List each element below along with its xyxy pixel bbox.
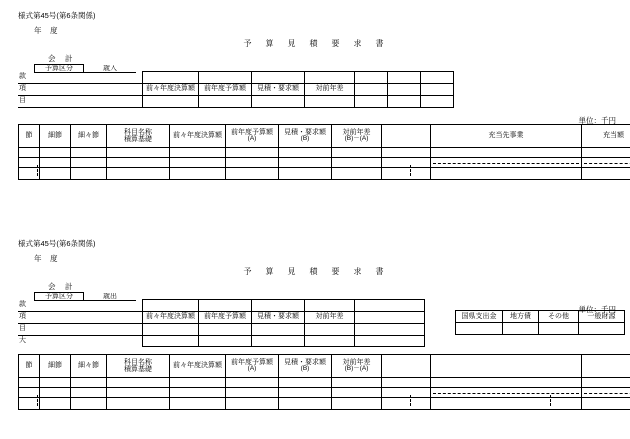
col-header-blank-2: [431, 355, 582, 378]
form-code: 様式第45号(第6条関係): [18, 239, 96, 248]
cell: [431, 148, 582, 158]
cell: [71, 398, 107, 410]
table-row: [18, 300, 425, 312]
col-header-prev-budget: 前年度予算額 (A): [226, 125, 279, 148]
cell: [421, 95, 454, 107]
cell: [226, 388, 279, 398]
cell: [71, 168, 107, 180]
cell: [71, 388, 107, 398]
cell: [431, 398, 582, 410]
funding-source-table: [455, 310, 625, 335]
row-label-ko: 項: [18, 311, 143, 323]
account-label: 会 計: [48, 282, 74, 291]
col-header-item-name: 科目名称 積算基礎: [107, 355, 170, 378]
dashed-separator: [550, 395, 551, 406]
cell: [579, 323, 625, 335]
cell: [582, 168, 630, 180]
table-row: [18, 311, 425, 323]
header-spacer: [388, 72, 421, 84]
cell: [107, 158, 170, 168]
col-header-request: 見積・要求額 (B): [279, 355, 332, 378]
col-header-diff: 対前年差 (B)－(A): [332, 125, 382, 148]
row-label-moku: 目: [18, 323, 143, 335]
col-header-prev2-settlement: 前々年度決算額: [170, 125, 226, 148]
col-header-blank-1: [382, 355, 431, 378]
detail-table-revenue: [18, 124, 630, 180]
table-row: [19, 158, 630, 168]
cell: [355, 323, 425, 335]
cell: [199, 95, 252, 107]
header-spacer: [305, 300, 355, 312]
col-header-request: 見積・要求額 (B): [279, 125, 332, 148]
cell: [19, 378, 40, 388]
col-header-blank: [382, 125, 431, 148]
fiscal-year-label: 年 度: [34, 254, 58, 263]
cell: [332, 168, 382, 180]
account-label: 会 計: [48, 54, 74, 63]
cell: [355, 95, 388, 107]
row-label-kan: 款: [18, 72, 143, 84]
cell: [388, 95, 421, 107]
cell: [226, 168, 279, 180]
cell: [332, 158, 382, 168]
table-row: [19, 398, 630, 410]
cell: [143, 95, 199, 107]
row-label-moku: 目: [18, 95, 143, 107]
cell: [40, 148, 71, 158]
classification-value: 歳入: [84, 65, 137, 73]
col-header-prev-budget: 前年度予算額 (A): [226, 355, 279, 378]
col-header-setsu: 節: [19, 355, 40, 378]
cell: [582, 398, 630, 410]
table-row: [19, 125, 630, 148]
cell: [107, 378, 170, 388]
cell: [107, 168, 170, 180]
cell: [431, 378, 582, 388]
cell: [170, 398, 226, 410]
upper-table-revenue: [18, 71, 454, 108]
header-spacer: [252, 300, 305, 312]
col-header-general-fund: 一般財源: [579, 311, 625, 323]
cell: [40, 378, 71, 388]
col-header-item-name: 科目名称 積算基礎: [107, 125, 170, 148]
cell: [71, 148, 107, 158]
cell: [539, 323, 579, 335]
cell: [382, 388, 431, 398]
cell: [143, 323, 199, 335]
col-header-national-prefectural: 国県支出金: [456, 311, 503, 323]
cell: [107, 398, 170, 410]
classification-label: 予算区分: [35, 293, 84, 301]
unit-label-expenditure: 単位：千円: [578, 305, 616, 314]
col-header-request: 見積・要求額: [252, 83, 305, 95]
cell: [252, 323, 305, 335]
fiscal-year-label: 年 度: [34, 26, 58, 35]
cell: [382, 398, 431, 410]
cell: [382, 168, 431, 180]
row-label-ko: 項: [18, 83, 143, 95]
row-label-kan: 款: [18, 300, 143, 312]
col-header-local-bond: 地方債: [503, 311, 539, 323]
col-extra-3: [421, 83, 454, 95]
cell: [226, 148, 279, 158]
cell: [170, 388, 226, 398]
cell: [71, 158, 107, 168]
col-extra-2: [388, 83, 421, 95]
cell: [170, 378, 226, 388]
cell: [40, 388, 71, 398]
header-spacer: [355, 72, 388, 84]
cell: [279, 148, 332, 158]
cell: [305, 95, 355, 107]
table-row: [456, 311, 625, 323]
table-row: [18, 83, 454, 95]
cell: [226, 398, 279, 410]
cell: [19, 148, 40, 158]
col-extra-1: [355, 83, 388, 95]
cell: [305, 335, 355, 347]
row-label-dai: 大: [18, 335, 143, 347]
col-extra-1: [355, 311, 425, 323]
cell: [279, 168, 332, 180]
header-spacer: [143, 72, 199, 84]
header-spacer: [421, 72, 454, 84]
cell: [382, 158, 431, 168]
table-row: [19, 388, 630, 398]
table-row: [18, 323, 425, 335]
cell: [107, 388, 170, 398]
cell: [382, 378, 431, 388]
dashed-separator: [37, 165, 38, 176]
cell: [279, 158, 332, 168]
table-row: [456, 323, 625, 335]
cell: [332, 398, 382, 410]
cell: [40, 398, 71, 410]
header-spacer: [355, 300, 425, 312]
classification-value: 歳出: [84, 293, 137, 301]
dashed-separator: [410, 165, 411, 176]
cell: [252, 335, 305, 347]
classification-label: 予算区分: [35, 65, 84, 73]
col-header-saisetsu: 細節: [40, 355, 71, 378]
cell-dashed: [431, 158, 582, 168]
upper-table-expenditure: [18, 299, 425, 347]
col-header-diff: 対前年差 (B)－(A): [332, 355, 382, 378]
header-spacer: [143, 300, 199, 312]
col-header-allocation-amount: 充当額: [582, 125, 630, 148]
header-spacer: [199, 72, 252, 84]
cell: [170, 148, 226, 158]
cell-dashed: [582, 388, 630, 398]
table-row: [19, 355, 630, 378]
cell: [431, 168, 582, 180]
document-title: 予 算 見 積 要 求 書: [243, 267, 387, 276]
cell: [143, 335, 199, 347]
table-row: [18, 335, 425, 347]
cell: [40, 158, 71, 168]
header-spacer: [252, 72, 305, 84]
col-header-saisaisetsu: 細々節: [71, 125, 107, 148]
dashed-separator: [410, 395, 411, 406]
col-header-saisetsu: 細節: [40, 125, 71, 148]
col-header-prev-budget: 前年度予算額: [199, 311, 252, 323]
cell: [199, 323, 252, 335]
cell: [332, 148, 382, 158]
cell: [252, 95, 305, 107]
form-code: 様式第45号(第6条関係): [18, 11, 96, 20]
cell: [279, 388, 332, 398]
header-spacer: [199, 300, 252, 312]
detail-table-expenditure: [18, 354, 630, 410]
cell: [382, 148, 431, 158]
cell: [305, 323, 355, 335]
col-header-setsu: 節: [19, 125, 40, 148]
cell: [170, 168, 226, 180]
col-header-diff: 対前年差: [305, 83, 355, 95]
col-header-other: その他: [539, 311, 579, 323]
cell: [582, 378, 630, 388]
cell: [456, 323, 503, 335]
col-header-saisaisetsu: 細々節: [71, 355, 107, 378]
cell: [332, 378, 382, 388]
col-header-prev-budget: 前年度予算額: [199, 83, 252, 95]
table-row: [19, 168, 630, 180]
cell: [107, 148, 170, 158]
document-title: 予 算 見 積 要 求 書: [243, 39, 387, 48]
col-header-prev2-settlement: 前々年度決算額: [143, 311, 199, 323]
col-header-prev2-settlement: 前々年度決算額: [170, 355, 226, 378]
header-spacer: [305, 72, 355, 84]
cell: [40, 168, 71, 180]
cell: [279, 398, 332, 410]
cell: [199, 335, 252, 347]
col-header-request: 見積・要求額: [252, 311, 305, 323]
cell: [170, 158, 226, 168]
table-row: [19, 378, 630, 388]
cell: [332, 388, 382, 398]
table-row: [18, 95, 454, 107]
table-row: [19, 148, 630, 158]
cell-dashed: [582, 158, 630, 168]
cell: [355, 335, 425, 347]
cell: [279, 378, 332, 388]
cell: [71, 378, 107, 388]
col-header-prev2-settlement: 前々年度決算額: [143, 83, 199, 95]
cell: [226, 158, 279, 168]
unit-label-revenue: 単位：千円: [578, 116, 616, 125]
cell-dashed: [431, 388, 582, 398]
cell: [226, 378, 279, 388]
col-header-diff: 対前年差: [305, 311, 355, 323]
cell: [503, 323, 539, 335]
col-header-allocation-target: 充当先事業: [431, 125, 582, 148]
dashed-separator: [37, 395, 38, 406]
cell: [582, 148, 630, 158]
table-row: [18, 72, 454, 84]
col-header-blank-3: [582, 355, 630, 378]
